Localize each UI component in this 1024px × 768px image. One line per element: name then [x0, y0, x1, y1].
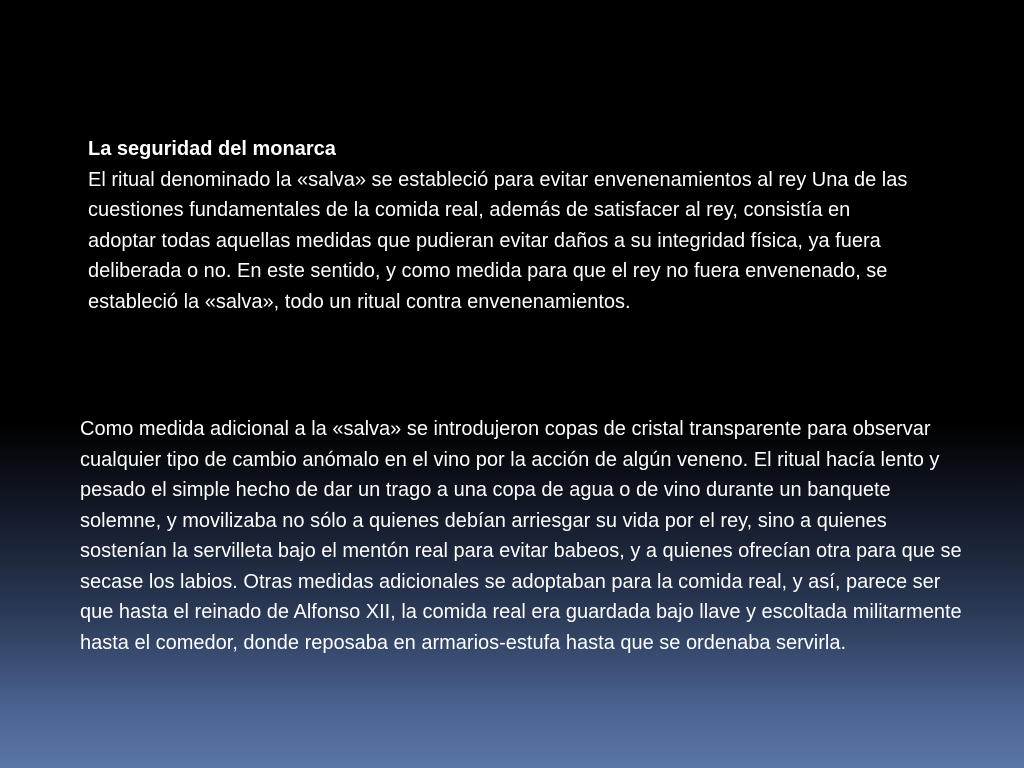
slide-heading: La seguridad del monarca: [88, 138, 336, 160]
intro-paragraph: El ritual denominado la «salva» se estableció para evitar envenenamientos al rey Una de las cuestiones fundamentales de la comida real, además de satisfacer al rey, consistía en adoptar todas aquellas medidas que pudieran evitar daños a su integridad física, ya fuera deliberada o no. En este sentido, y como medida para que el rey no fuera envenenado, se estableció la «salva», todo un ritual contra envenenamientos.: [88, 168, 908, 313]
intro-text-block: [88, 134, 908, 317]
main-paragraph: Como medida adicional a la «salva» se introdujeron copas de cristal transparente para observar cualquier tipo de cambio anómalo en el vino por la acción de algún veneno. El ritual hacía lento y pesado el simple hecho de dar un trago a una copa de agua o de vino durante un banquete solemne, y movilizaba no sólo a quienes debían arriesgar su vida por el rey, sino a quienes sostenían la servilleta bajo el mentón real para evitar babeos, y a quienes ofrecían otra para que se secase los labios. Otras medidas adicionales se adoptaban para la comida real, y así, parece ser que hasta el reinado de Alfonso XII, la comida real era guardada bajo llave y escoltada militarmente hasta el comedor, donde reposaba en armarios-estufa hasta que se ordenaba servirla.: [80, 418, 962, 654]
